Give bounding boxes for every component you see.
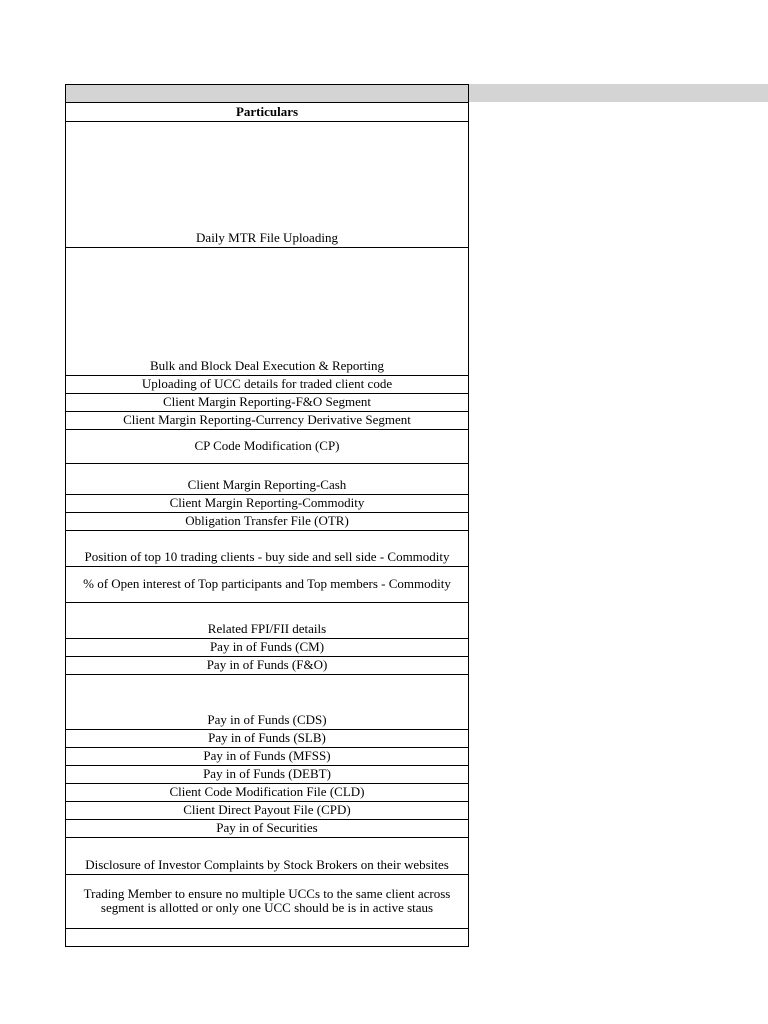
table-row: % of Open interest of Top participants and Top members - Commodity [66,567,468,603]
table-row: Client Margin Reporting-Commodity [66,495,468,513]
table-row: Position of top 10 trading clients - buy side and sell side - Commodity [66,531,468,567]
column-header-particulars [66,103,468,122]
table-row: Client Code Modification File (CLD) [66,784,468,802]
table-row: Pay in of Funds (CDS) [66,675,468,730]
table-row: Client Direct Payout File (CPD) [66,802,468,820]
table-row: Daily MTR File Uploading [66,122,468,248]
table-row: Obligation Transfer File (OTR) [66,513,468,531]
table-row: CP Code Modification (CP) [66,430,468,464]
table-row: Pay in of Funds (DEBT) [66,766,468,784]
table-row: Related FPI/FII details [66,603,468,639]
table-row: Client Margin Reporting-Currency Derivative Segment [66,412,468,430]
table-row: Client Margin Reporting-F&O Segment [66,394,468,412]
particulars-table [65,84,469,947]
column-header-label: Particulars [235,104,299,119]
table-row: Trading Member to ensure no multiple UCCs to the same client across segment is allotted or only one UCC should be is in active staus [66,875,468,929]
table-row: Pay in of Funds (CM) [66,639,468,657]
table-row: Bulk and Block Deal Execution & Reporting [66,248,468,376]
table-row: Uploading of UCC details for traded client code [66,376,468,394]
table-row [66,929,468,947]
table-row: Pay in of Funds (MFSS) [66,748,468,766]
table-row: Pay in of Funds (F&O) [66,657,468,675]
table-row: Pay in of Securities [66,820,468,838]
table-top-gray-row [66,85,468,103]
table-row: Client Margin Reporting-Cash [66,464,468,495]
table-row: Disclosure of Investor Complaints by Stock Brokers on their websites [66,838,468,875]
table-row: Pay in of Funds (SLB) [66,730,468,748]
